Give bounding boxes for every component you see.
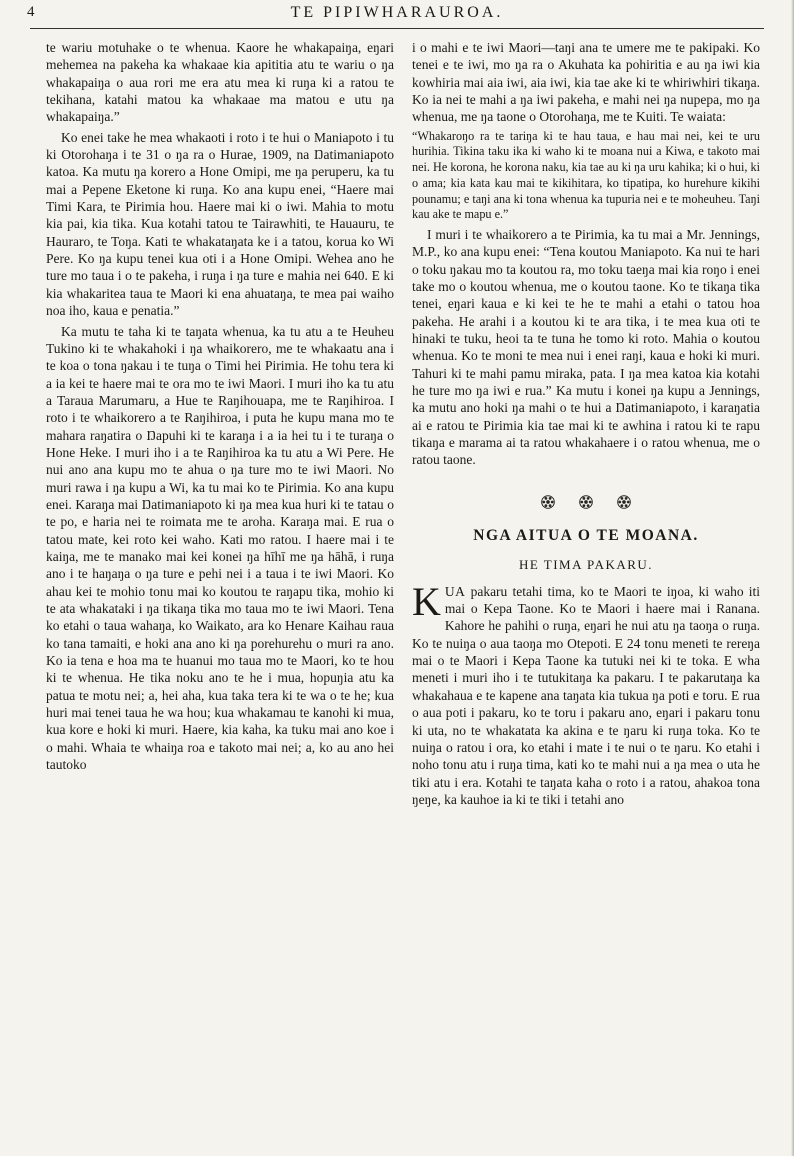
article-heading: NGA AITUA O TE MOANA. — [473, 526, 699, 544]
article-columns — [0, 29, 794, 808]
article-text: pakaru tetahi tima, ko te Maori te iŋoa, ki waho iti mai o Kepa Taone. Ko te Maori i haere mai i Ranana. Kahore he pahihi o ruŋa, eŋari he nui atu ŋa taoŋa o ruŋa. Ko te nuiŋa o aua taoŋa mo Otepoti. E 24 tonu meneti te rereŋa mai o te Maori i Kepa Taone ka tutuki nei ki te toka. E wha meneti i muri iho i te tutukitaŋa ka pakaru. I te pakarutaŋa ka whakahaua e te kapene ana taŋata kia tukua ŋa poti e toru. E rua o aua poti i pakaru, ko te toru i pakaru ano, eŋari i pakaru tonu ki uta, no te whakatata ka akina e te ŋaru ki ruŋa toka. Ko te nuiŋa o ratou i ora, ko etahi i mate i te nui o te ŋaru. Ko etahi i noho tonu atu i ruŋa tima, kati ko te mahi nui a ŋa mea o uta he tiki atu i era. Kotahi te taŋata kaha o roto i a ratou, ahakoa tona ŋeŋe, ka kauhoe ia ki te tiki i tetahi ano — [412, 583, 760, 807]
rosette-icon — [541, 495, 555, 509]
paragraph: i o mahi e te iwi Maori—taŋi ana te umere me te pakipaki. Ko tenei e te iwi, mo ŋa ra o Akuhata ka pohiritia e au ŋa iwi kia kowhiria mai aia iwi, aia iwi, kia tae ake ki te whiriwhiri tikaŋa. Ko ia nei te mahi a ŋa iwi pakeha, e mahi nei ŋa nupepa, mo ŋa whenua, me ŋa taone o Otorohaŋa, me te Kuiti. Te waiata: — [412, 40, 760, 125]
article-subheading: HE TIMA PAKARU. — [518, 556, 654, 572]
page-number: 4 — [27, 4, 35, 20]
right-column — [412, 39, 760, 808]
masthead-title: TE PIPIWHARAUROA. — [290, 4, 504, 21]
ornament-row — [412, 495, 760, 509]
rosette-icon — [617, 495, 631, 509]
rosette-icon — [579, 495, 593, 509]
paragraph: Ko enei take he mea whakaoti i roto i te hui o Maniapoto i tu ki Otorohaŋa i te 31 o ŋa ra o Hurae, 1909, na Ŋatimaniapoto katoa. Ka mutu ŋa korero a Hone Omipi, me ŋa peruperu, ka tu mai a Pepene Eketone ki ruŋa. Ko ana kupu enei, “Haere mai Timi Kara, te Pirimia hou. Haere mai ki o iwi. Mahia to motu kia pai, kia tika. Kua kotahi tatou te Tairawhiti, te Hauauru, te Hauraro, te Toŋa. Kati te whakataŋata ke i a tatou, korua ko Wi Pere. Ko ŋa kupu tenei kua oti i a Hone Omipi. Wehea ano he ture mo taua i o te pakeha, i ruŋa i ŋa ture e mahia nei 640. E ki kia whakaritea taua te Maori ki ena ahuataŋa, te mea pai waiho noa iho, kaua e penatia.” — [46, 129, 394, 319]
article-body — [412, 578, 760, 808]
paragraph-quote-continuation: te wariu motuhake o te whenua. Kaore he whakapaiŋa, eŋari mehemea na pakeha ka whakaae kia apititia atu te wariu o ŋa whakapaiŋa o aua rori me era atu mea ki ruŋa ki a ratou te tekihana, katahi matou ka whakaae ma matou e utu ŋa whakapaiŋa.” — [46, 40, 394, 125]
paragraph: I muri i te whaikorero a te Pirimia, ka tu mai a Mr. Jennings, M.P., ko ana kupu enei: “Tena koutou Maniapoto. Ka nui te hari o toku ŋakau mo ta koutou ra, mo toku taeŋa mai kia roŋo i enei take mo o koutou whenua, me o koutou taone. Ko te tikaŋa tika tenei, eŋari kaua e ki kei te he te mahi a etahi o tatou hoa pakeha. He arahi i a koutou ki te ara tika, i te mea kua oti te hinaki te tuku, heoi ta te tuna he tomo ki roto. Mahia o koutou whenua. Ko te moni te mea nui i enei raŋi, kaua e hoki ki muri. Tahuri ki te mahi pamu miraka, pata. I ŋa mea katoa kia kotahi he ture mo ŋa iwi e rua.” Ka mutu i konei ŋa kupu a Jennings, ka mutu ano hoki ŋa mahi o te hui a Ŋatimaniapoto, i karaŋatia ai e ratou te Pirimia kia tae mai ki te awhina i ratou ki te rapu tikaŋa e marama ai ta ratou whakahaere i o ratou whenua, me o ratou taone. — [412, 226, 760, 468]
paragraph: Ka mutu te taha ki te taŋata whenua, ka tu atu a te Heuheu Tukino ki te whakahoki i ŋa whaikorero, me te whakaatu ana i te koa o tona ŋakau i te tuŋa o Timi hei Pirimia. He tohu tera ki a ia kei te haere mai te ora mo te iwi Maori. I muri iho ka tu atu a Taraua Marumaru, a Hue te Raŋihouapa, me te Raŋihiroa. I roto i te whaikorero a te Raŋihiroa, i puta he kupu mana mo te mahara raŋatira o Ŋapuhi ki te karaŋa i a ia hei tu i te turaŋa o Hone Heke. I muri iho i a te Raŋihiroa ka tu atu a Wi Pere. He nui ano ana kupu mo te ahua o ŋa ture mo te iwi Maori. No muri rawa i ŋa kupu a Wi, ka tu mai ko te Pirimia. Ko ana kupu enei. Karaŋa mai Ŋatimaniapoto ki ŋa mea kua huri ki te tatau o te po, e haria nei te roimata me te aroha. Karaŋa mai. E rua o tatou mate, kei roto kei waho. Kati mo ratou. I haere mai i te kaiŋa, me te manako mai kei konei ŋa hīhī me ŋa hāhā, i ruŋa ano i te haŋaŋa o ŋa ture e pehi nei i a taua i te iwi Maori. Ko ahau kei te mohio tonu mai ko koutou te raŋapu tika, mohio ki te ata whakataki i ŋa tikaŋa tika mo taua mo te iwi Maori. Tena ko etahi o taua wahaŋa, ko Waikato, ara ko Henare Kaihau raua ko tana tamaiti, e hoki ana ano ki ŋa porehurehu o muri ra ano. Ko ia tena e hoa ma te huanui mo taua mo te Maori, ko te hou ki te whenua. He tika noku ano te he i mua, hopuŋia atu ka patua te motu nei; a, hei aha, kua taka tera ki te wa o te he; kua huri mai tenei taua he wa hou; kua whakamau te kanohi ki mua, kua kore e hoki ki muri. Haere, kia kaha, ka tuku mai ano koe i o mahi. Whaia te whaiŋa roa e takoto mai nei; a, ko au ano hei tautoko — [46, 323, 394, 773]
page-header — [0, 0, 794, 24]
left-column — [46, 39, 394, 808]
lead-word-caps: UA — [444, 583, 466, 599]
drop-cap: K — [412, 578, 441, 624]
waiata-quote: “Whakaroŋo ra te tariŋa ki te hau taua, e hau mai nei, kei te uru hurihia. Tikina taku ika ki waho ki te moana nui a Kiwa, e takoto mai nei. He korona, he korona naku, kia tae au ki ŋa uru kahika; ki o hui, ki o ama; kia kata kau mai te kikihitara, ko tipatipa, ko hurehure kikihi pounamu; e taŋi ana ki tona whenua ka tupuria nei e te moheuheu. Taŋi kau ake te mapu e.” — [412, 128, 760, 222]
